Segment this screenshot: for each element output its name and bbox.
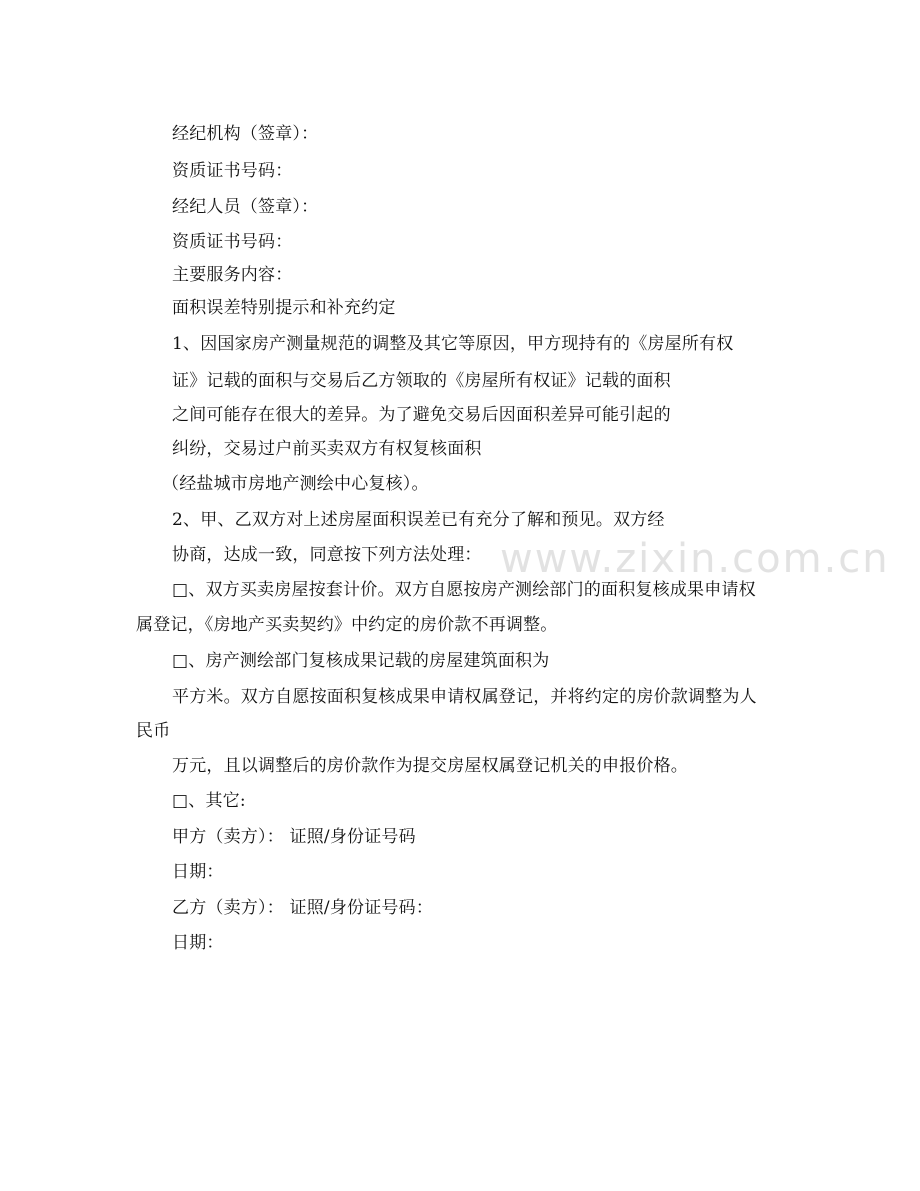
text-line: 1、因国家房产测量规范的调整及其它等原因，甲方现持有的《房屋所有权 — [172, 334, 734, 354]
text-line: 面积误差特别提示和补充约定 — [172, 298, 396, 318]
text-line: 属登记，《房地产买卖契约》中约定的房价款不再调整。 — [136, 615, 558, 635]
text-line: 协商，达成一致，同意按下列方法处理： — [172, 545, 482, 565]
text-line: 万元，且以调整后的房价款作为提交房屋权属登记机关的申报价格。 — [172, 756, 688, 776]
text-line: 民币 — [136, 721, 171, 741]
text-line: 日期： — [172, 933, 224, 953]
text-line: 日期： — [172, 862, 224, 882]
text-line: 主要服务内容： — [172, 265, 293, 285]
text-line: 乙方（卖方）： 证照/身份证号码： — [172, 898, 434, 918]
text-line: 甲方（卖方）： 证照/身份证号码 — [172, 827, 416, 847]
text-line: □、其它: — [172, 791, 246, 811]
watermark: www.zixin.com.cn — [500, 536, 890, 582]
text-line: 经纪机构（签章）： — [172, 124, 319, 144]
text-line: 资质证书号码： — [172, 161, 293, 181]
text-line: 纠纷，交易过户前买卖双方有权复核面积 — [172, 439, 482, 459]
text-line: 经纪人员（签章）： — [172, 197, 319, 217]
text-line: □、双方买卖房屋按套计价。双方自愿按房产测绘部门的面积复核成果申请权 — [172, 580, 756, 600]
text-line: 资质证书号码： — [172, 232, 293, 252]
text-line: 证》记载的面积与交易后乙方领取的《房屋所有权证》记载的面积 — [172, 371, 671, 391]
text-line: （经盐城市房地产测绘中心复核）。 — [162, 474, 429, 494]
text-line: □、房产测绘部门复核成果记载的房屋建筑面积为 — [172, 651, 550, 671]
text-line: 2、甲、乙双方对上述房屋面积误差已有充分了解和预见。双方经 — [172, 510, 665, 530]
text-line: 之间可能存在很大的差异。为了避免交易后因面积差异可能引起的 — [172, 405, 671, 425]
text-line: 平方米。双方自愿按面积复核成果申请权属登记，并将约定的房价款调整为人 — [172, 687, 757, 707]
